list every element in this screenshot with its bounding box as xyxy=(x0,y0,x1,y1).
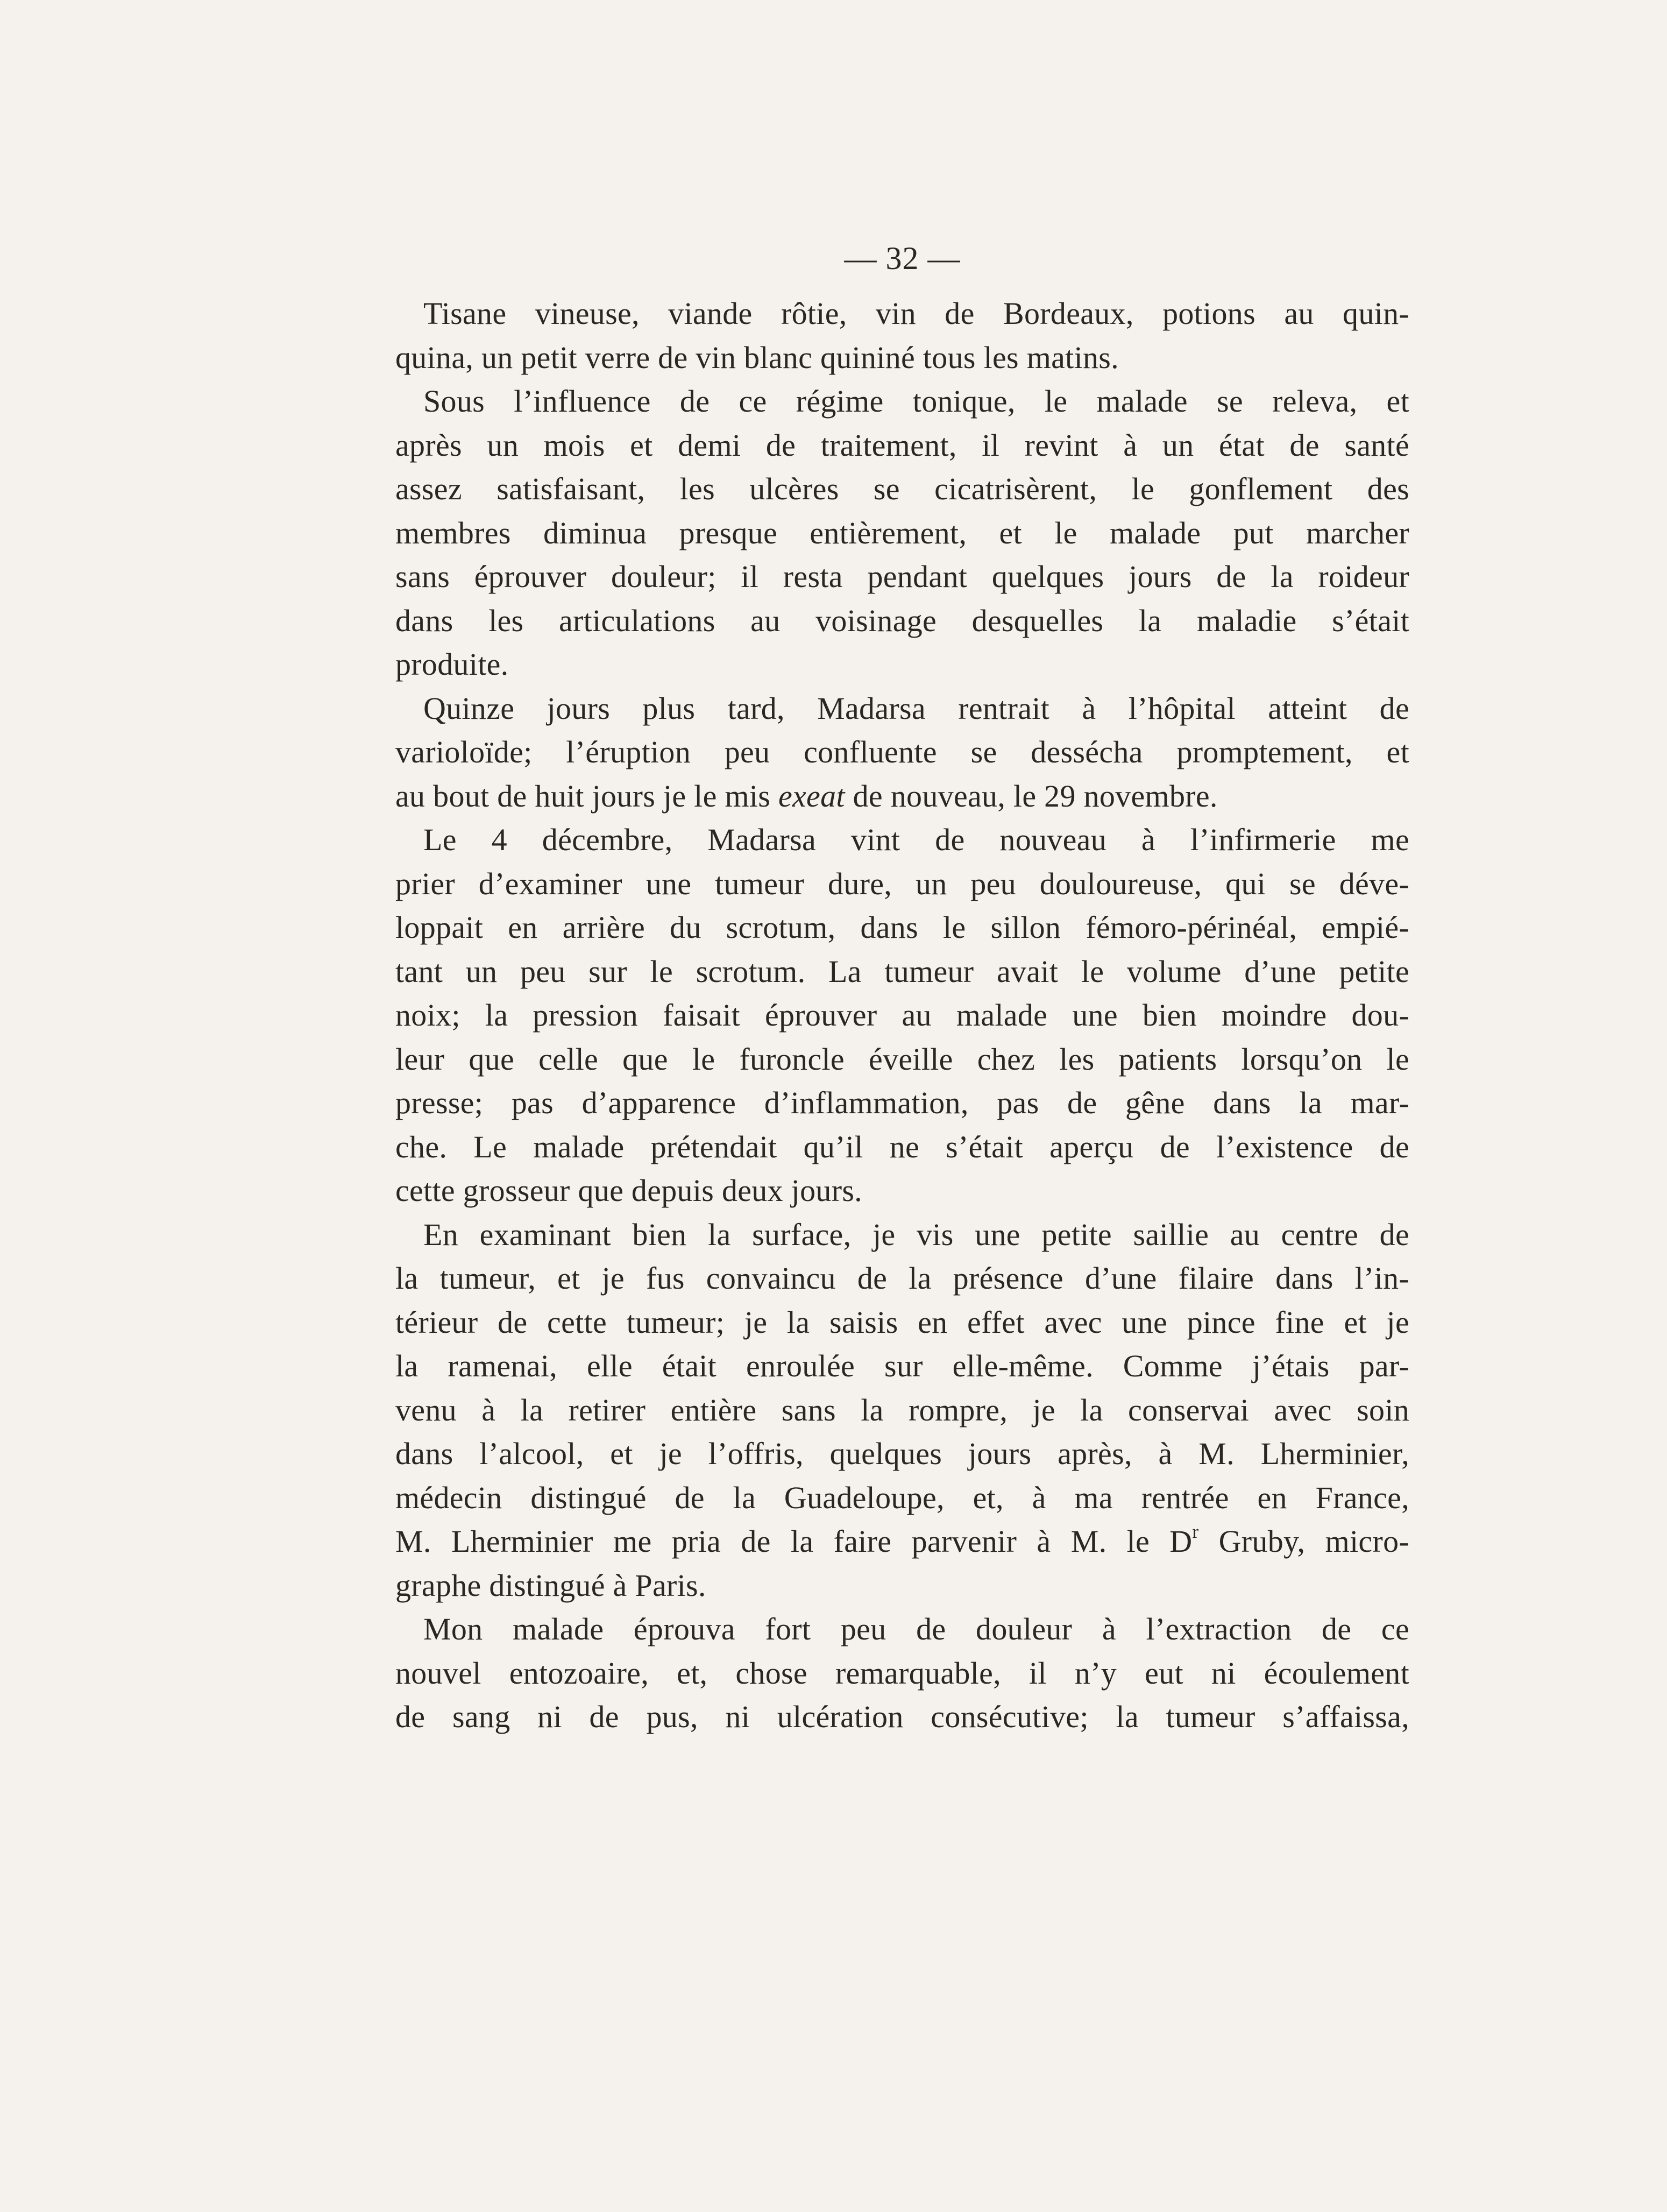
text-line: che. Le malade prétendait qu’il ne s’était aperçu de l’existence de xyxy=(395,1129,1409,1164)
paragraph-4 xyxy=(395,818,1409,1213)
paragraph-2 xyxy=(395,379,1409,687)
page-number: — 32 — xyxy=(844,241,961,276)
superscript: r xyxy=(1192,1521,1199,1542)
text-line: médecin distingué de la Guadeloupe, et, à ma rentrée en France, xyxy=(395,1480,1409,1515)
text-line: térieur de cette tumeur; je la saisis en effet avec une pince fine et je xyxy=(395,1304,1409,1340)
page-text xyxy=(395,237,1409,1739)
text-line: dans l’alcool, et je l’offris, quelques jours après, à M. Lherminier, xyxy=(395,1436,1409,1471)
text-line: dans les articulations au voisinage desquelles la maladie s’était xyxy=(395,603,1409,638)
text-line: Sous l’influence de ce régime tonique, le malade se releva, et xyxy=(423,384,1409,419)
text-line: cette grosseur que depuis deux jours. xyxy=(395,1173,862,1208)
text-line: après un mois et demi de traitement, il revint à un état de santé xyxy=(395,427,1409,463)
text-line: noix; la pression faisait éprouver au malade une bien moindre dou- xyxy=(395,998,1409,1033)
italic-term: exeat xyxy=(778,778,845,814)
text-segment: de nouveau, le 29 novembre. xyxy=(845,778,1218,814)
text-line: tant un peu sur le scrotum. La tumeur avait le volume d’une petite xyxy=(395,953,1409,989)
text-line: Tisane vineuse, viande rôtie, vin de Bordeaux, potions au quin- xyxy=(423,296,1409,331)
text-line: la tumeur, et je fus convaincu de la présence d’une filaire dans l’in- xyxy=(395,1261,1409,1296)
text-line: venu à la retirer entière sans la rompre, je la conservai avec soin xyxy=(395,1392,1409,1427)
text-line: graphe distingué à Paris. xyxy=(395,1567,706,1603)
text-line: varioloïde; l’éruption peu confluente se dessécha promptement, et xyxy=(395,734,1409,769)
text-line xyxy=(395,774,1409,818)
text-line: de sang ni de pus, ni ulcération consécutive; la tumeur s’affaissa, xyxy=(395,1699,1409,1734)
text-line: presse; pas d’apparence d’inflammation, pas de gêne dans la mar- xyxy=(395,1085,1409,1120)
text-segment: au bout de huit jours je le mis xyxy=(395,778,778,814)
paragraph-1 xyxy=(395,292,1409,379)
text-line: Mon malade éprouva fort peu de douleur à l’extraction de ce xyxy=(423,1612,1409,1646)
text-segment: Gruby, micro- xyxy=(1198,1524,1409,1559)
text-line: sans éprouver douleur; il resta pendant quelques jours de la roideur xyxy=(395,559,1409,594)
text-line: En examinant bien la surface, je vis une petite saillie au centre de xyxy=(423,1217,1409,1252)
text-segment: M. Lherminier me pria de la faire parvenir à M. le D xyxy=(395,1524,1193,1559)
paragraph-5 xyxy=(395,1213,1409,1608)
text-line: loppait en arrière du scrotum, dans le sillon fémoro-périnéal, empié- xyxy=(395,910,1409,945)
paragraph-3 xyxy=(395,687,1409,818)
text-line: assez satisfaisant, les ulcères se cicatrisèrent, le gonflement des xyxy=(395,471,1409,506)
text-line: nouvel entozoaire, et, chose remarquable, il n’y eut ni écoulement xyxy=(395,1655,1409,1691)
text-line: Quinze jours plus tard, Madarsa rentrait à l’hôpital atteint de xyxy=(423,690,1409,726)
text-line: Le 4 décembre, Madarsa vint de nouveau à l’infirmerie me xyxy=(423,822,1409,857)
text-line: produite. xyxy=(395,647,509,682)
text-line: la ramenai, elle était enroulée sur elle-même. Comme j’étais par- xyxy=(395,1348,1409,1383)
text-line: membres diminua presque entièrement, et le malade put marcher xyxy=(395,515,1409,550)
text-line: quina, un petit verre de vin blanc quininé tous les matins. xyxy=(395,340,1119,375)
paragraph-6 xyxy=(395,1607,1409,1739)
text-line: leur que celle que le furoncle éveille chez les patients lorsqu’on le xyxy=(395,1041,1409,1077)
text-line: prier d’examiner une tumeur dure, un peu douloureuse, qui se déve- xyxy=(395,866,1409,901)
text-line xyxy=(395,1520,1409,1564)
